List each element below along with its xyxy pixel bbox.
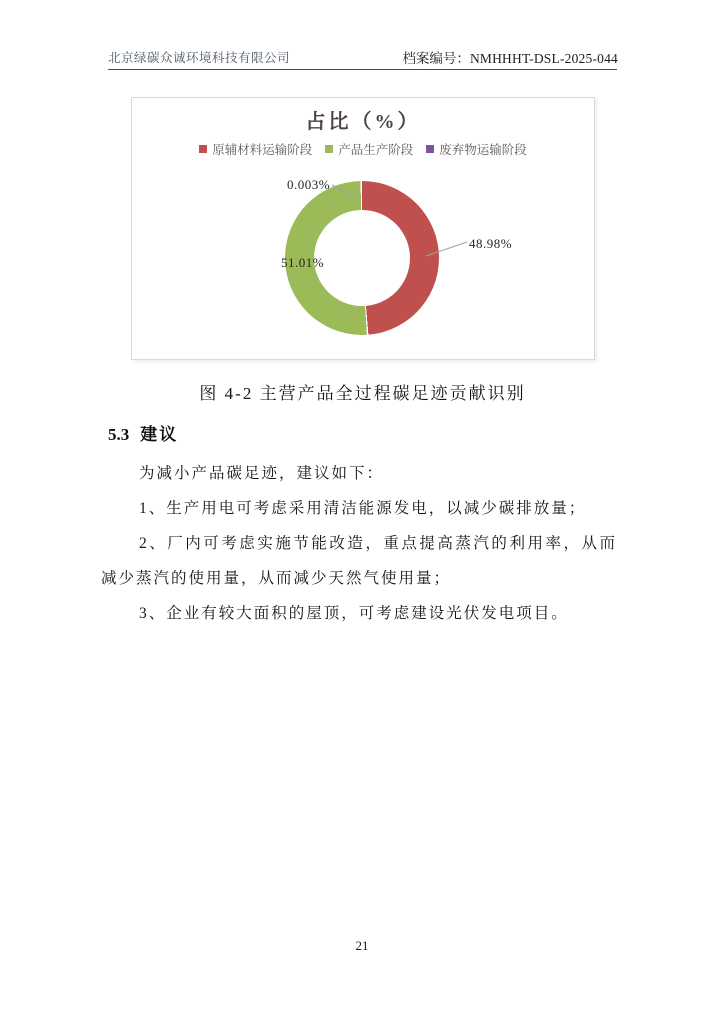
legend-label: 废弃物运输阶段 [439,143,527,157]
section-heading [108,420,178,445]
figure-caption: 图 4-2 主营产品全过程碳足迹贡献识别 [199,384,526,403]
chart-title: 占比（%） [305,111,421,133]
paragraph-item-2: 2、厂内可考虑实施节能改造，重点提高蒸汽的利用率，从而减少蒸汽的使用量，从而减少天然气使用量； [101,535,617,587]
header-divider [108,69,617,70]
header-company-name: 北京绿碳众诚环境科技有限公司 [108,51,291,65]
header-file-number [400,47,618,67]
legend-swatch [426,145,434,153]
file-number-label: 档案编号： [402,51,470,66]
legend-swatch [325,145,333,153]
section-title: 建议 [140,425,179,444]
legend-swatch [199,145,207,153]
legend-item-raw-material-transport [199,140,312,158]
legend-item-waste-transport [426,140,527,158]
data-label-waste-transport: 0.003% [287,177,331,192]
data-label-production: 51.01% [281,255,325,270]
section-number: 5.3 [108,425,130,444]
donut-chart-panel [131,97,595,360]
body-text [101,456,617,631]
donut-hole [314,210,410,306]
page-number: 21 [355,938,369,953]
paragraph-item-1: 1、生产用电可考虑采用清洁能源发电，以减少碳排放量； [139,500,587,517]
legend-label: 产品生产阶段 [338,143,414,157]
file-number-value: NMHHHT-DSL-2025-044 [469,51,618,66]
chart-legend [132,140,594,158]
data-label-raw-material: 48.98% [469,236,513,251]
legend-label: 原辅材料运输阶段 [212,143,313,157]
paragraph-item-3: 3、企业有较大面积的屋顶，可考虑建设光伏发电项目。 [139,605,569,622]
legend-item-production-stage [325,140,413,158]
paragraph-intro: 为减小产品碳足迹，建议如下： [139,465,385,482]
